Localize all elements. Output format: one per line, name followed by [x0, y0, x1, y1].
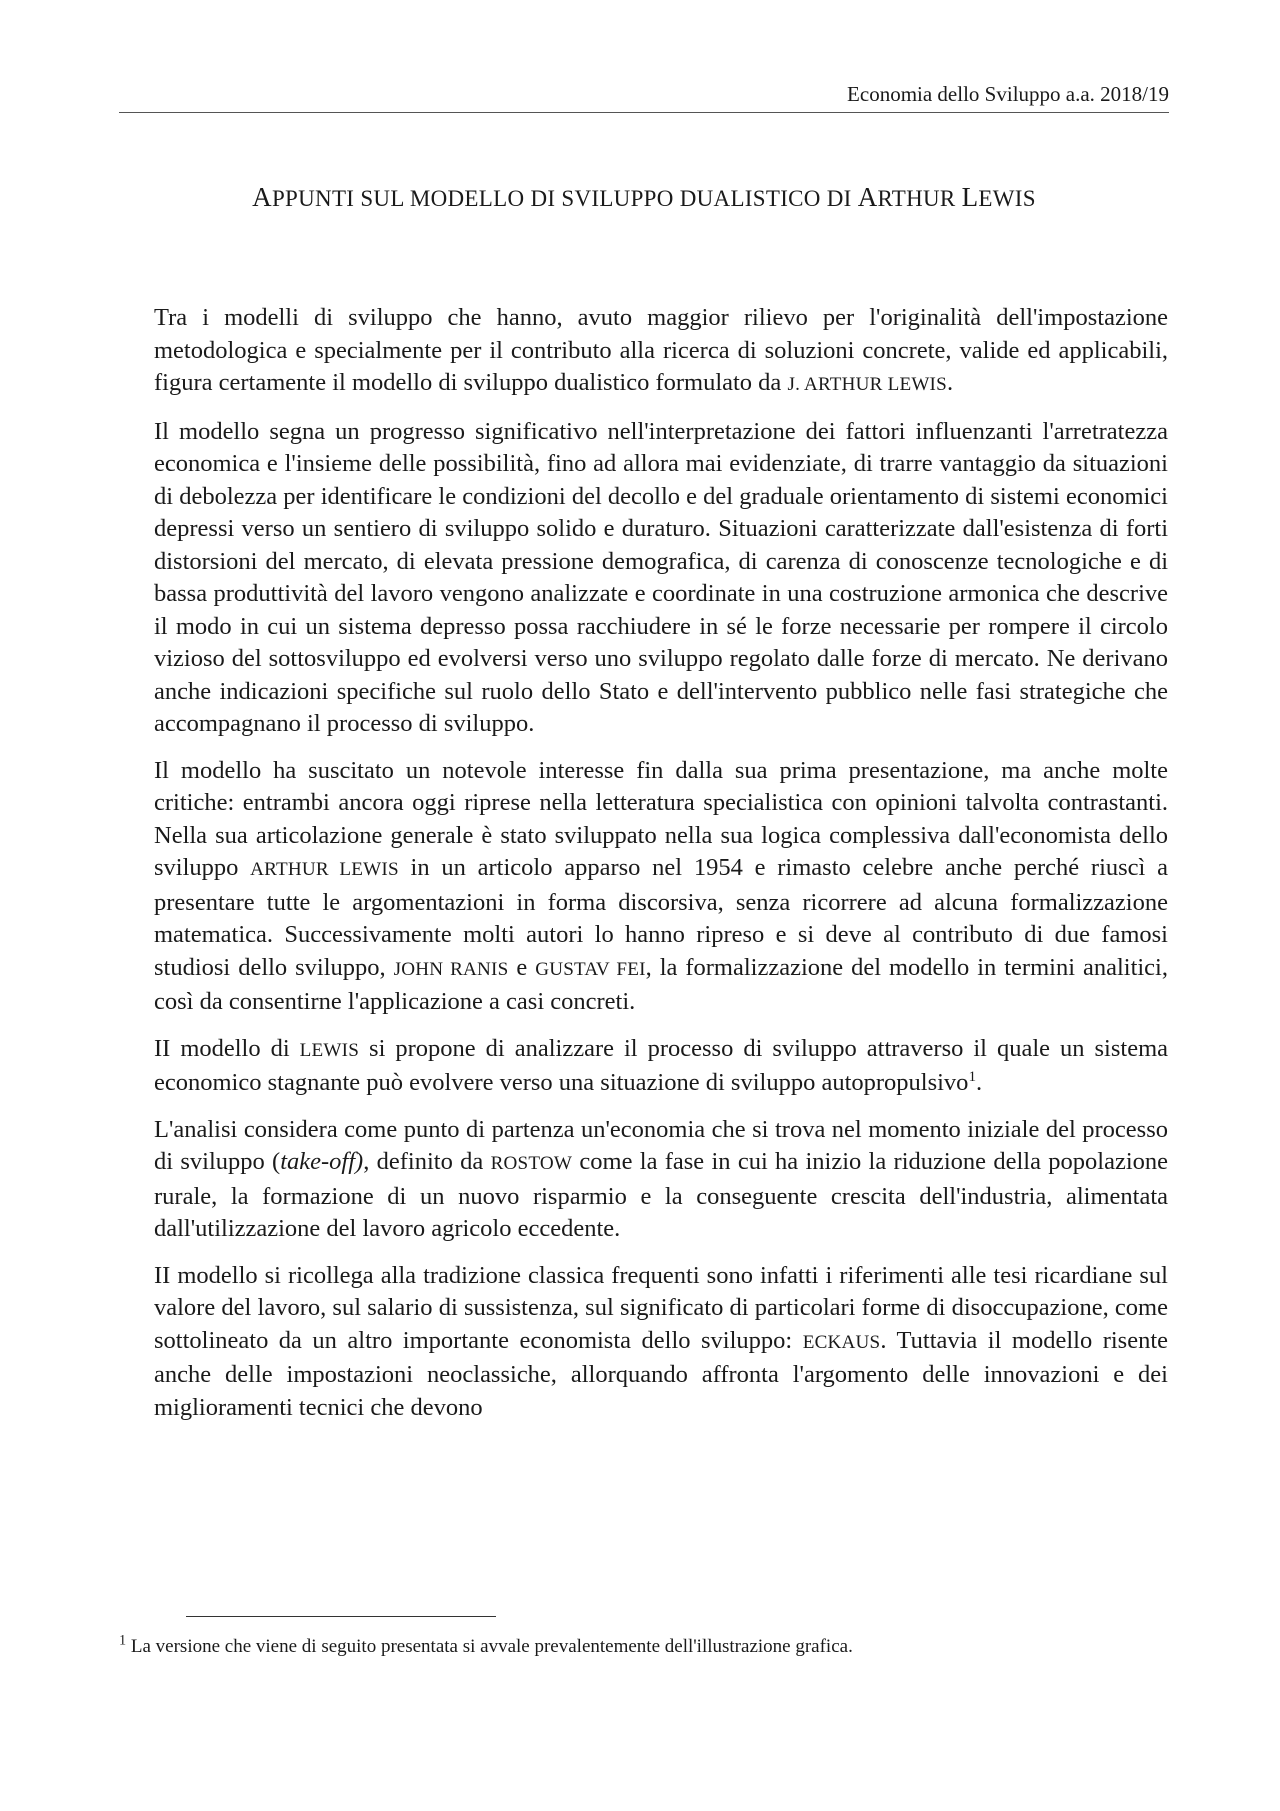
- author-name: JOHN RANIS: [393, 958, 509, 980]
- author-name: ARTHUR LEWIS: [250, 859, 399, 880]
- author-name: ECKAUS: [802, 1331, 881, 1353]
- text-run: . Tuttavia il modello risente anche delle impostazioni neoclassiche, allorquando affronta l'argomento delle innovazioni e dei miglioramenti tecnici che devono: [154, 1326, 1169, 1421]
- running-header: [119, 74, 1169, 113]
- paragraph-1: [154, 302, 1168, 402]
- text-run: in un articolo apparso nel 1954 e rimasto celebre anche perché riuscì a presentare tutte le argomentazioni in forma discorsiva, senza ricorrere ad alcuna formalizzazione matematica. Successivamente molti autori lo hanno ripreso e si deve al contributo di due famosi studiosi dello sviluppo,: [154, 854, 1168, 981]
- title-part: PPUNTI SUL MODELLO DI SVILUPPO DUALISTICO DI: [271, 186, 858, 211]
- paragraph-3: [154, 755, 1168, 1019]
- text-run: II modello si ricollega alla tradizione classica frequenti sono infatti i riferimenti alle tesi ricardiane sul valore del lavoro, sul salario di sussistenza, sul significato di particolari forme di disoccupazione, come sottolineato da un altro importante economista dello sviluppo:: [154, 1261, 1168, 1354]
- title-initial-a: A: [252, 182, 272, 212]
- body-text: [154, 302, 1168, 1438]
- footnote-ref[interactable]: 1: [968, 1067, 977, 1085]
- paragraph-2: Il modello segna un progresso significativo nell'interpretazione dei fattori influenzanti l'arretratezza economica e l'insieme delle possibilità, fino ad allora mai evidenziate, di trarre vantaggio da situazioni di debolezza per identificare le condizioni del decollo e del graduale orientamento di sistemi economici depressi verso un sentiero di sviluppo solido e duraturo. Situazioni caratterizzate dall'esistenza di forti distorsioni del mercato, di elevata pressione demografica, di carenza di conoscenze tecnologiche e di bassa produttività del lavoro vengono analizzate e coordinate in una costruzione armonica che descrive il modo in cui un sistema depresso possa racchiudere in sé le forze necessarie per rompere il circolo vizioso del sottosviluppo ed evolversi verso uno sviluppo regolato dalle forze di mercato. Ne derivano anche indicazioni specifiche sul ruolo dello Stato e dell'intervento pubblico nelle fasi strategiche che accompagnano il processo di sviluppo.: [154, 417, 1168, 737]
- paragraph-5: [154, 1114, 1168, 1246]
- author-name: GUSTAV FEI: [535, 958, 646, 980]
- text-run: come la fase in cui ha inizio la riduzione della popolazione rurale, la formazione di un nuovo risparmio e la conseguente crescita dell'industria, alimentata dall'utilizzazione del lavoro agricolo eccedente.: [154, 1148, 1169, 1242]
- text-run: Tra i modelli di sviluppo che hanno, avuto maggior rilievo per l'originalità dell'impostazione metodologica e specialmente per il contributo alla ricerca di soluzioni concrete, valide ed applicabili, figura certamente il modello di sviluppo dualistico formulato da: [154, 304, 1168, 396]
- author-name: LEWIS: [299, 1039, 360, 1061]
- text-run: , definito da: [363, 1148, 491, 1175]
- header-text: Economia dello Sviluppo a.a. 2018/19: [847, 82, 1169, 106]
- text-run: Il modello ha suscitato un notevole interesse fin dalla sua prima presentazione, ma anche molte critiche: entrambi ancora oggi riprese nella letteratura specialistica con opinioni talvolta contrastanti. Nella sua articolazione generale è stato sviluppato nella sua logica complessiva dall'economista dello sviluppo: [154, 756, 1168, 881]
- author-name: J. ARTHUR LEWIS: [787, 374, 947, 395]
- italic-term: take-off): [280, 1148, 364, 1175]
- title-part: EWIS: [978, 186, 1036, 211]
- text-run: si propone di analizzare il processo di sviluppo attraverso il quale un sistema economico stagnante può evolvere verso una situazione di sviluppo autopropulsivo: [154, 1034, 1168, 1096]
- text-run: .: [976, 1069, 983, 1096]
- paragraph-4: [154, 1033, 1168, 1100]
- footnote: [119, 1632, 853, 1658]
- text-run: II modello di: [154, 1034, 300, 1062]
- title-part: RTHUR: [877, 186, 962, 211]
- text-run: e: [508, 953, 536, 981]
- title-initial-l: L: [961, 182, 979, 212]
- footnote-divider: [186, 1616, 496, 1617]
- footnote-text: La versione che viene di seguito presentata si avvale prevalentemente dell'illustrazione grafica.: [126, 1636, 853, 1657]
- document-title: [119, 182, 1169, 213]
- paragraph-6: [154, 1260, 1168, 1425]
- footnote-number: 1: [119, 1632, 127, 1649]
- text-run: .: [946, 369, 954, 396]
- text-run: L'analisi considera come punto di partenza un'economia che si trova nel momento iniziale del processo di sviluppo (: [154, 1115, 1168, 1175]
- author-name: ROSTOW: [490, 1153, 573, 1174]
- text-run: , la formalizzazione del modello in termini analitici, così da consentirne l'applicazione a casi concreti.: [154, 953, 1168, 1015]
- title-initial-a2: A: [857, 182, 878, 212]
